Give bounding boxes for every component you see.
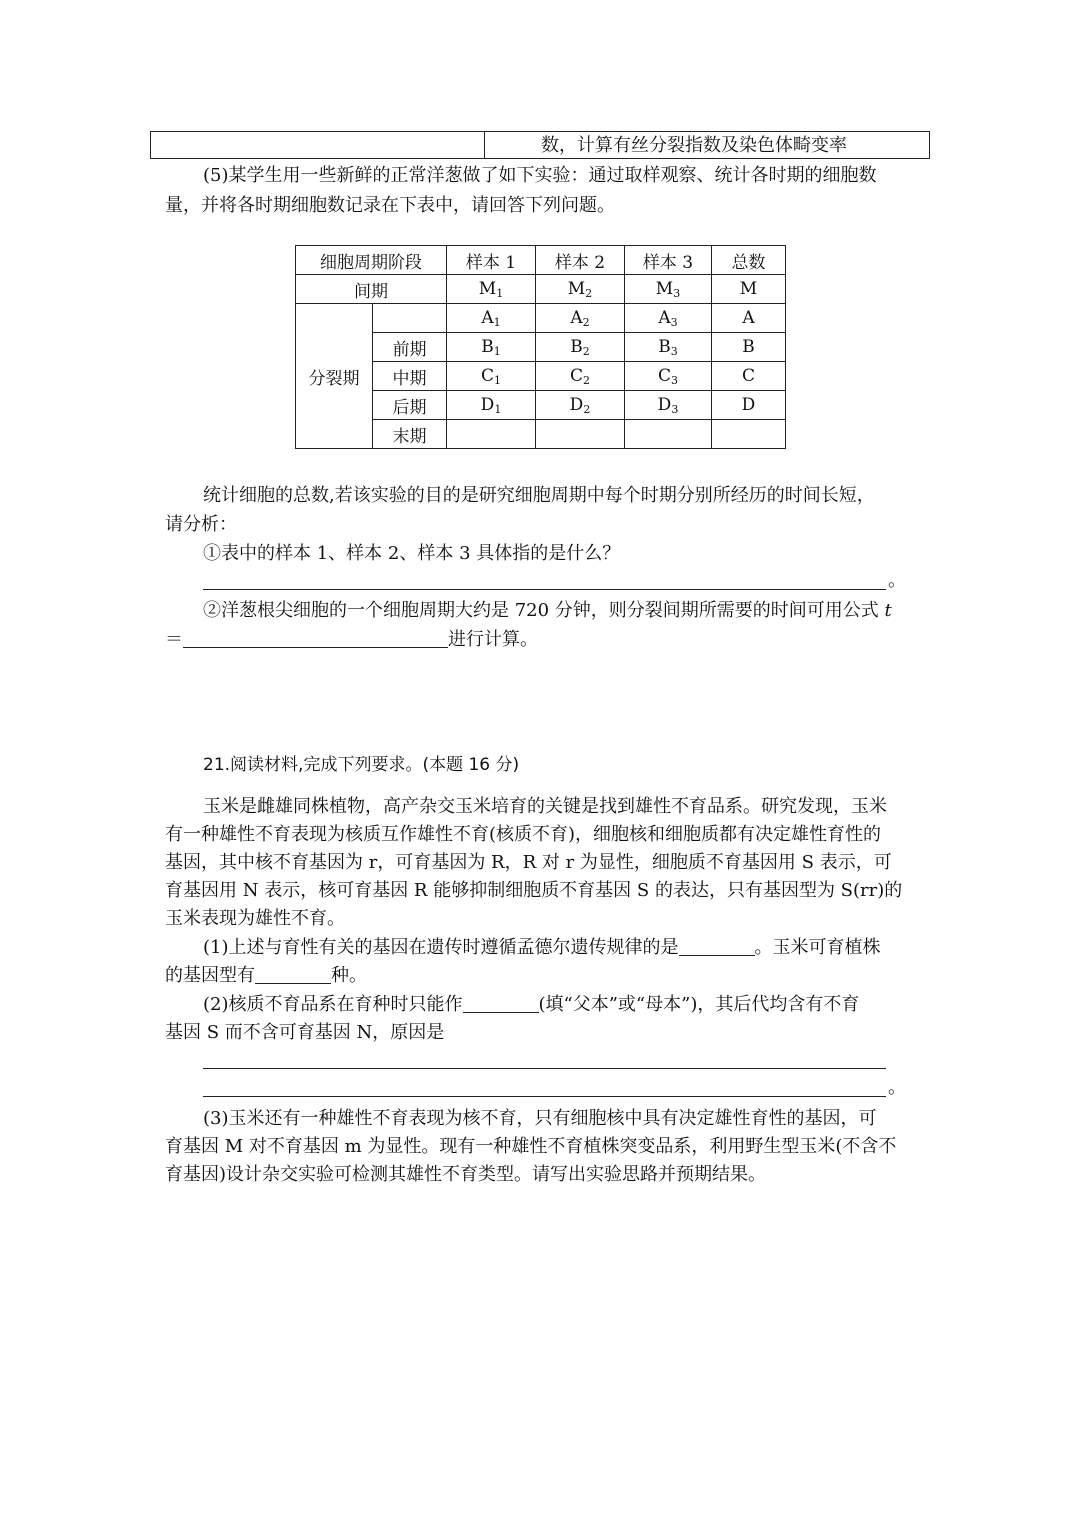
- q21-part-2-text-a: (2)核质不育品系在育种时只能作: [203, 994, 463, 1015]
- q21-part-1-text-d: 种。: [331, 965, 367, 986]
- analysis-sub-2-line-1: [203, 598, 892, 624]
- table-cell: $C_2$: [536, 362, 625, 391]
- table-cell: $C_1$: [447, 362, 536, 391]
- q21-part-1-line-2: [165, 963, 367, 989]
- q21-part-2-text-b: (填“父本”或“母本”)，其后代均含有不育: [538, 994, 860, 1015]
- table-cell: $M_2$: [536, 275, 625, 304]
- table-cell: $C_3$: [625, 362, 712, 391]
- sub-label: 后期: [373, 391, 447, 420]
- table-cell: $B_2$: [536, 333, 625, 362]
- analysis-line-2: 请分析：: [165, 514, 237, 535]
- q21-blank-2[interactable]: [255, 963, 331, 984]
- q21-para-line-5: 玉米表现为雄性不育。: [165, 908, 345, 929]
- table-cell: D: [712, 391, 786, 420]
- period-mark-2: 。: [888, 1077, 906, 1098]
- table-cell: $D_2$: [536, 391, 625, 420]
- formula-variable: t: [884, 600, 892, 621]
- q21-para-line-1: 玉米是雌雄同株植物，高产杂交玉米培育的关键是找到雄性不育品系。研究发现，玉米: [203, 796, 887, 817]
- analysis-sub-1: ①表中的样本 1、样本 2、样本 3 具体指的是什么？: [203, 543, 621, 564]
- table-cell: M: [712, 275, 786, 304]
- q21-blank-3[interactable]: [463, 992, 539, 1013]
- q21-part-2-line-2: 基因 S 而不含可育基因 N，原因是: [165, 1022, 445, 1043]
- header-stage: 细胞周期阶段: [296, 246, 447, 275]
- table-cell: B: [712, 333, 786, 362]
- formula-blank[interactable]: [183, 627, 448, 648]
- table-cell: [536, 420, 625, 449]
- table-cell: $D_1$: [447, 391, 536, 420]
- table-cell: $M_3$: [625, 275, 712, 304]
- table-header-row: [296, 246, 786, 275]
- q21-part-3-line-2: 育基因 M 对不育基因 m 为显性。现有一种雄性不育植株突变品系，利用野生型玉米(不含不: [165, 1136, 897, 1157]
- sub-label: 前期: [373, 333, 447, 362]
- table-cell: $B_3$: [625, 333, 712, 362]
- interphase-row: [296, 275, 786, 304]
- q21-part-1-line-1: [203, 935, 881, 961]
- q21-title: 21.阅读材料,完成下列要求。(本题 16 分): [203, 755, 520, 775]
- sub-label: 末期: [373, 420, 447, 449]
- q21-blank-1[interactable]: [679, 935, 755, 956]
- sub-label: 中期: [373, 362, 447, 391]
- cell-cycle-table: [295, 245, 786, 449]
- previous-table-fragment: [150, 131, 930, 159]
- table-cell: [625, 420, 712, 449]
- q21-part-1-text-a: (1)上述与育性有关的基因在遗传时遵循孟德尔遗传规律的是: [203, 937, 679, 958]
- mitosis-label: 分裂期: [296, 304, 373, 449]
- q21-part-1-text-b: 。玉米可育植株: [754, 937, 881, 958]
- analysis-sub-2-text: ②洋葱根尖细胞的一个细胞周期大约是 720 分钟，则分裂间期所需要的时间可用公式: [203, 600, 879, 621]
- q21-para-line-2: 有一种雄性不育表现为核质互作雄性不育(核质不育)，细胞核和细胞质都有决定雄性育性的: [165, 824, 882, 845]
- table-cell: $A_3$: [625, 304, 712, 333]
- header-sample-2: 样本 2: [536, 246, 625, 275]
- analysis-sub-2-line-2: [165, 627, 538, 653]
- q5-line-2: 量，并将各时期细胞数记录在下表中，请回答下列问题。: [165, 195, 615, 216]
- q5-line-1: (5)某学生用一些新鲜的正常洋葱做了如下实验：通过取样观察、统计各时期的细胞数: [203, 165, 877, 186]
- table-cell: C: [712, 362, 786, 391]
- table-cell: $M_1$: [447, 275, 536, 304]
- q21-para-line-3: 基因，其中核不育基因为 r，可育基因为 R，R 对 r 为显性，细胞质不育基因用 S 表示，可: [165, 852, 892, 873]
- table-divider: [484, 132, 485, 158]
- period-mark: 。: [888, 570, 906, 591]
- q21-part-2-line-1: [203, 992, 859, 1018]
- answer-line-3[interactable]: [203, 1096, 886, 1097]
- analysis-line-1: 统计细胞的总数,若该实验的目的是研究细胞周期中每个时期分别所经历的时间长短，: [203, 485, 875, 506]
- answer-line-2[interactable]: [203, 1068, 886, 1069]
- table-cell-text: 数，计算有丝分裂指数及染色体畸变率: [541, 135, 847, 156]
- q21-para-line-4: 育基因用 N 表示，核可育基因 R 能够抑制细胞质不育基因 S 的表达，只有基因型为 S(rr)的: [165, 880, 903, 901]
- q21-part-1-text-c: 的基因型有: [165, 965, 255, 986]
- table-cell: [712, 420, 786, 449]
- table-cell: $A_2$: [536, 304, 625, 333]
- q21-part-3-line-3: 育基因)设计杂交实验可检测其雄性不育类型。请写出实验思路并预期结果。: [165, 1164, 767, 1185]
- interphase-label: 间期: [296, 275, 447, 304]
- q21-part-3-line-1: (3)玉米还有一种雄性不育表现为核不育，只有细胞核中具有决定雄性育性的基因，可: [203, 1108, 877, 1129]
- table-cell: $A_1$: [447, 304, 536, 333]
- table-cell: A: [712, 304, 786, 333]
- sub-label: [373, 304, 447, 333]
- header-total: 总数: [712, 246, 786, 275]
- analysis-sub-2-tail: 进行计算。: [448, 629, 538, 650]
- answer-line-1[interactable]: [203, 589, 886, 590]
- mitosis-row: [296, 304, 786, 333]
- equals-sign: ＝: [165, 629, 183, 650]
- header-sample-3: 样本 3: [625, 246, 712, 275]
- header-sample-1: 样本 1: [447, 246, 536, 275]
- table-cell: $D_3$: [625, 391, 712, 420]
- table-cell: [447, 420, 536, 449]
- table-cell: $B_1$: [447, 333, 536, 362]
